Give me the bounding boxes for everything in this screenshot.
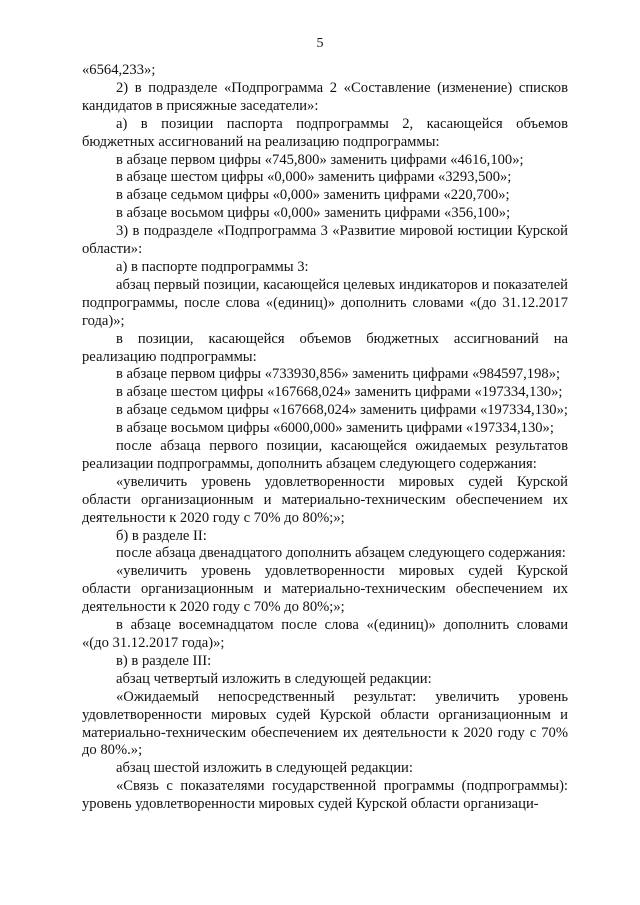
paragraph: абзац шестой изложить в следующей редакции: [116, 760, 413, 777]
paragraph: «увеличить уровень удовлетворенности мировых судей Курской области организационным и материально-техническим обеспечением их деятельности к 2020 году с 70% до 80%;»; [82, 473, 568, 526]
paragraph: в абзаце шестом цифры «0,000» заменить цифрами «3293,500»; [116, 169, 512, 186]
paragraph: в позиции, касающейся объемов бюджетных ассигнований на реализацию подпрограммы: [82, 330, 568, 365]
paragraph: после абзаца первого позиции, касающейся ожидаемых результатов реализации подпрограммы, дополнить абзацем следующего содержания: [82, 438, 568, 472]
paragraph: в абзаце первом цифры «745,800» заменить цифрами «4616,100»; [116, 151, 524, 168]
paragraph: «6564,233»; [82, 62, 156, 78]
paragraph: в абзаце восьмом цифры «6000,000» заменить цифрами «197334,130»; [116, 420, 554, 437]
paragraph: «увеличить уровень удовлетворенности мировых судей Курской области организационным и материально-техническим обеспечением их деятельности к 2020 году с 70% до 80%;»; [82, 563, 568, 616]
paragraph: в абзаце седьмом цифры «167668,024» заменить цифрами «197334,130»; [116, 402, 568, 419]
paragraph: в абзаце седьмом цифры «0,000» заменить цифрами «220,700»; [116, 187, 510, 204]
paragraph: б) в разделе II: [116, 527, 207, 544]
paragraph: 2) в подразделе «Подпрограмма 2 «Составление (изменение) списков кандидатов в присяжные заседатели»: [82, 79, 568, 114]
paragraph: «Ожидаемый непосредственный результат: увеличить уровень удовлетворенности мировых судей Курской области организационным и материально-техническим обеспечением их деятельности к 2020 году с 70% до 80%.»; [82, 688, 568, 759]
paragraph: абзац первый позиции, касающейся целевых индикаторов и показателей подпрограммы, после слова «(единиц)» дополнить словами «(до 31.12.2017 года)»; [82, 276, 568, 329]
paragraph: 3) в подразделе «Подпрограмма 3 «Развитие мировой юстиции Курской области»: [82, 223, 568, 258]
page-number: 5 [316, 36, 324, 51]
paragraph: в абзаце первом цифры «733930,856» заменить цифрами «984597,198»; [116, 366, 561, 383]
paragraph: в) в разделе III: [116, 652, 212, 669]
paragraph: а) в паспорте подпрограммы 3: [116, 258, 309, 275]
paragraph: абзац четвертый изложить в следующей редакции: [116, 670, 432, 687]
paragraph: в абзаце восемнадцатом после слова «(единиц)» дополнить словами «(до 31.12.2017 года)»; [82, 617, 568, 651]
paragraph: в абзаце восьмом цифры «0,000» заменить цифрами «356,100»; [116, 205, 511, 222]
paragraph: после абзаца двенадцатого дополнить абзацем следующего содержания: [116, 545, 566, 562]
paragraph: «Связь с показателями государственной программы (подпрограммы): уровень удовлетворенности мировых судей Курской области организаци- [82, 778, 568, 813]
document-body [82, 62, 568, 814]
paragraph: а) в позиции паспорта подпрограммы 2, касающейся объемов бюджетных ассигнований на реализацию подпрограммы: [82, 115, 568, 150]
paragraph: в абзаце шестом цифры «167668,024» заменить цифрами «197334,130»; [116, 384, 563, 401]
